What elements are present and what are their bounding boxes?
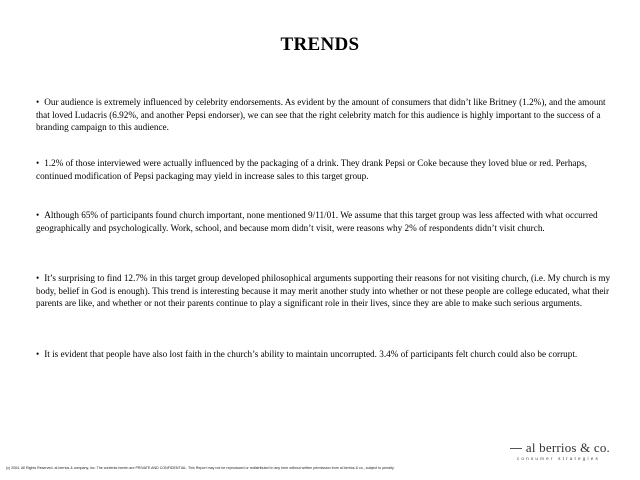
company-logo [470, 440, 610, 461]
bullet-dot-icon: • [36, 158, 40, 168]
bullet-dot-icon: • [36, 97, 40, 107]
bullet-dot-icon: • [36, 349, 40, 359]
bullet-item [36, 96, 618, 134]
bullet-text: 1.2% of those interviewed were actually influenced by the packaging of a drink. They drank Pepsi or Coke because they loved blue or red. Perhaps, continued modification of Pepsi packaging may yield in increase sales to this target group. [36, 158, 587, 181]
logo-dash [510, 448, 522, 449]
bullet-text: Although 65% of participants found church important, none mentioned 9/11/01. We assume that this target group was less affected with what occurred geographically and psychologically. Work, school, and because mom didn’t visit, were reasons why 2% of respondents didn’t visit church. [36, 210, 598, 233]
bullet-item [36, 209, 618, 234]
bullet-text: It’s surprising to find 12.7% in this target group developed philosophical arguments supporting their reasons for not visiting church, (i.e. My church is my body, belief in God is enough). This trend is interesting because it may merit another study into whether or not these people are college educated, what their parents are like, and whether or not their parents continue to play a significant role in their lives, since they are able to make such serious arguments. [36, 273, 611, 309]
logo-tagline: consumer strategies [516, 456, 600, 461]
bullet-dot-icon: • [36, 273, 40, 283]
bullet-dot-icon: • [36, 210, 40, 220]
bullet-item [36, 348, 618, 361]
bullet-item [36, 157, 618, 182]
bullet-item [36, 272, 618, 310]
bullet-text: Our audience is extremely influenced by celebrity endorsements. As evident by the amount of consumers that didn’t like Britney (1.2%), and the amount that loved Ludacris (6.92%, and another Pepsi endorser), we can see that the right celebrity match for this audience is highly important to the success of a branding campaign to this audience. [36, 97, 606, 133]
slide-title: TRENDS [280, 34, 360, 55]
logo-wordmark [470, 440, 610, 456]
logo-name: al berrios & co. [525, 440, 610, 455]
bullet-text: It is evident that people have also lost faith in the church’s ability to maintain uncorrupted. 3.4% of participants felt church could also be corrupt. [44, 349, 578, 359]
copyright-footer: (c) 2004. All Rights Reserved. al berrios & company, inc. The contents herein are PRIVATE AND CONFIDENTIAL. This Report may not be reproduced or redistributed in any form without written permission from al berrios & co., subject to penalty. [6, 466, 395, 470]
